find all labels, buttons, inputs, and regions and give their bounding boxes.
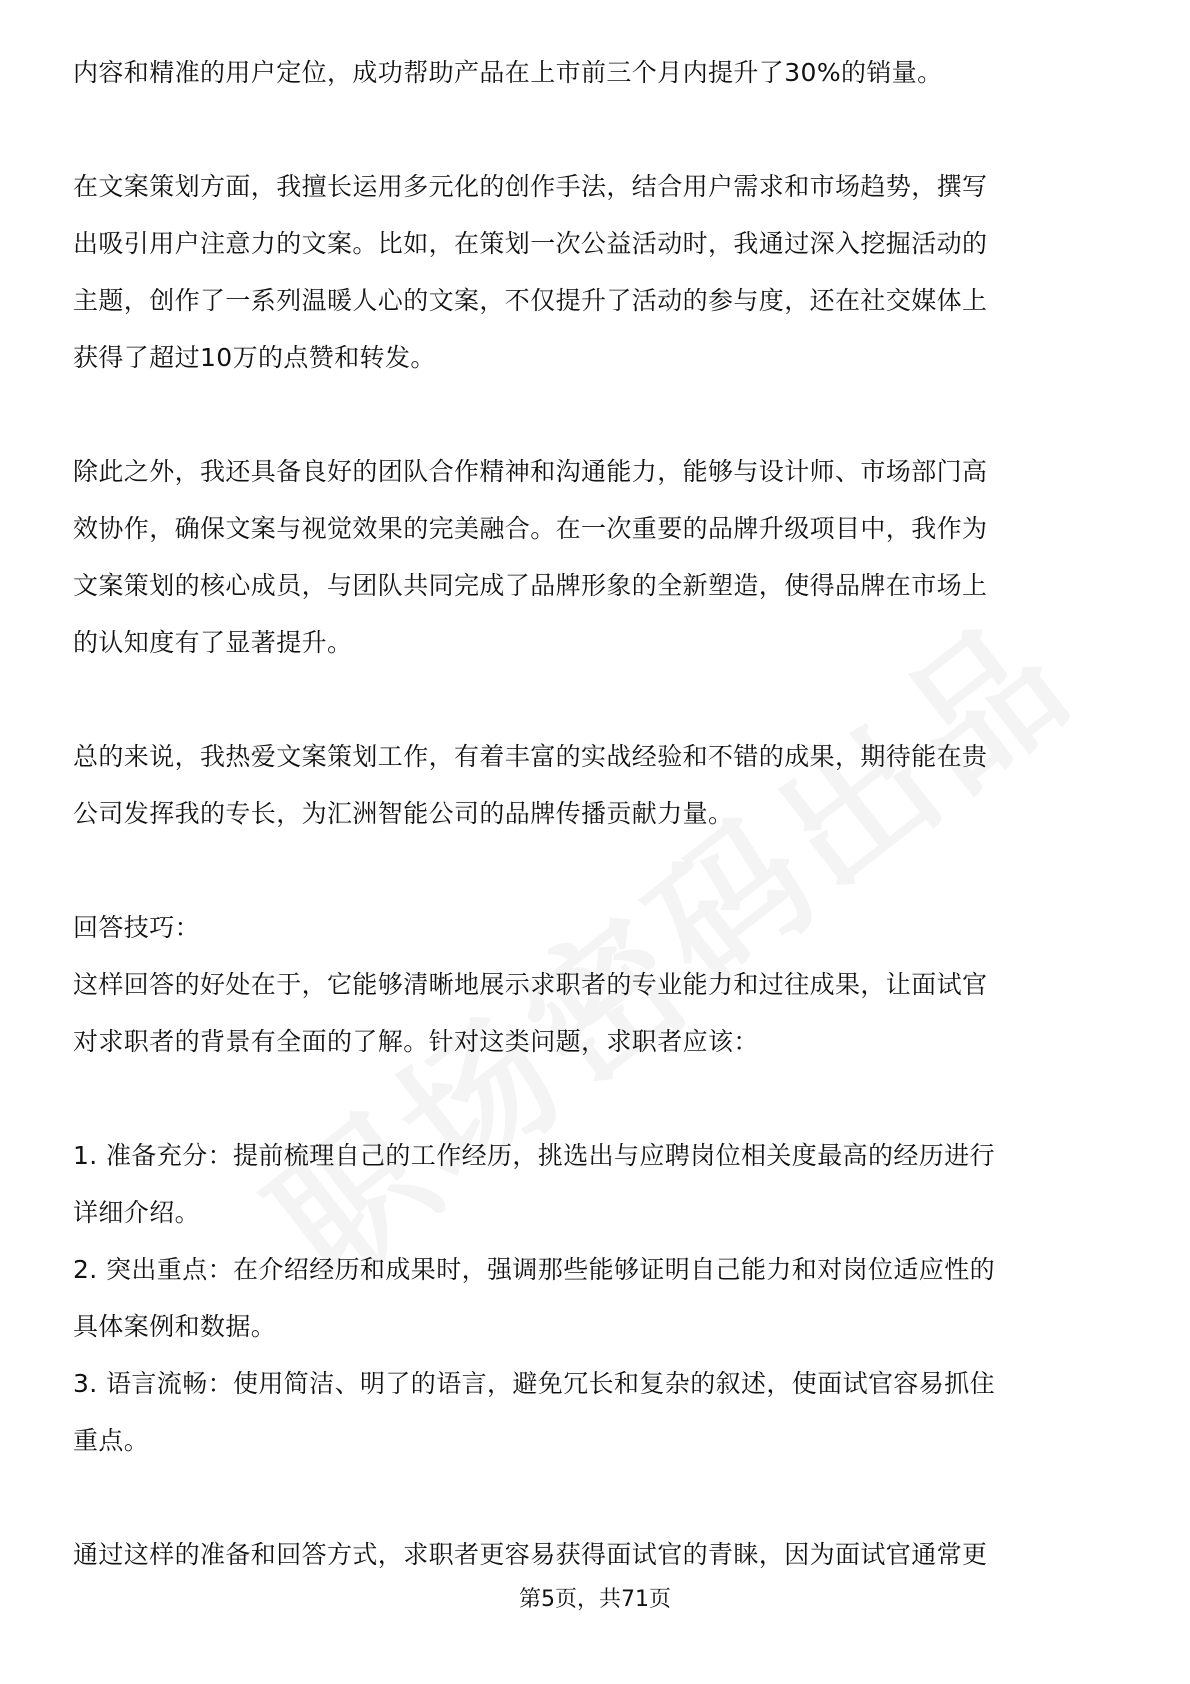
page-body (73, 44, 1118, 1583)
text-line: 主题，创作了一系列温暖人心的文案，不仅提升了活动的参与度，还在社交媒体上 (73, 286, 988, 315)
paragraph-gap (73, 671, 1118, 728)
text-line: 通过这样的准备和回答方式，求职者更容易获得面试官的青睐，因为面试官通常更 (73, 1540, 988, 1569)
section-heading: 回答技巧： (73, 913, 201, 942)
paragraph-gap (73, 842, 1118, 899)
text-line: 效协作，确保文案与视觉效果的完美融合。在一次重要的品牌升级项目中，我作为 (73, 514, 988, 543)
list-item: 1. 准备充分：提前梳理自己的工作经历，挑选出与应聘岗位相关度最高的经历进行 (73, 1141, 996, 1170)
text-line: 总的来说，我热爱文案策划工作，有着丰富的实战经验和不错的成果，期待能在贵 (73, 742, 988, 771)
paragraph-gap (73, 1070, 1118, 1127)
paragraph-gap (73, 101, 1118, 158)
page-number-footer: 第5页，共71页 (519, 1587, 671, 1612)
text-line: 文案策划的核心成员，与团队共同完成了品牌形象的全新塑造，使得品牌在市场上 (73, 571, 988, 600)
text-line: 出吸引用户注意力的文案。比如，在策划一次公益活动时，我通过深入挖掘活动的 (73, 229, 988, 258)
text-line: 内容和精准的用户定位，成功帮助产品在上市前三个月内提升了30%的销量。 (73, 58, 943, 87)
text-line: 除此之外，我还具备良好的团队合作精神和沟通能力，能够与设计师、市场部门高 (73, 457, 988, 486)
list-item-continuation: 具体案例和数据。 (73, 1312, 277, 1341)
text-line: 获得了超过10万的点赞和转发。 (73, 343, 436, 372)
list-item: 3. 语言流畅：使用简洁、明了的语言，避免冗长和复杂的叙述，使面试官容易抓住 (73, 1369, 996, 1398)
text-line: 的认知度有了显著提升。 (73, 628, 353, 657)
text-line: 对求职者的背景有全面的了解。针对这类问题，求职者应该： (73, 1027, 759, 1056)
text-line: 这样回答的好处在于，它能够清晰地展示求职者的专业能力和过往成果，让面试官 (73, 970, 988, 999)
list-item: 2. 突出重点：在介绍经历和成果时，强调那些能够证明自己能力和对岗位适应性的 (73, 1255, 996, 1284)
text-line: 在文案策划方面，我擅长运用多元化的创作手法，结合用户需求和市场趋势，撰写 (73, 172, 988, 201)
list-item-continuation: 重点。 (73, 1426, 150, 1455)
list-item-continuation: 详细介绍。 (73, 1198, 201, 1227)
paragraph-gap (73, 1469, 1118, 1526)
text-line: 公司发挥我的专长，为汇洲智能公司的品牌传播贡献力量。 (73, 799, 734, 828)
paragraph-gap (73, 386, 1118, 443)
